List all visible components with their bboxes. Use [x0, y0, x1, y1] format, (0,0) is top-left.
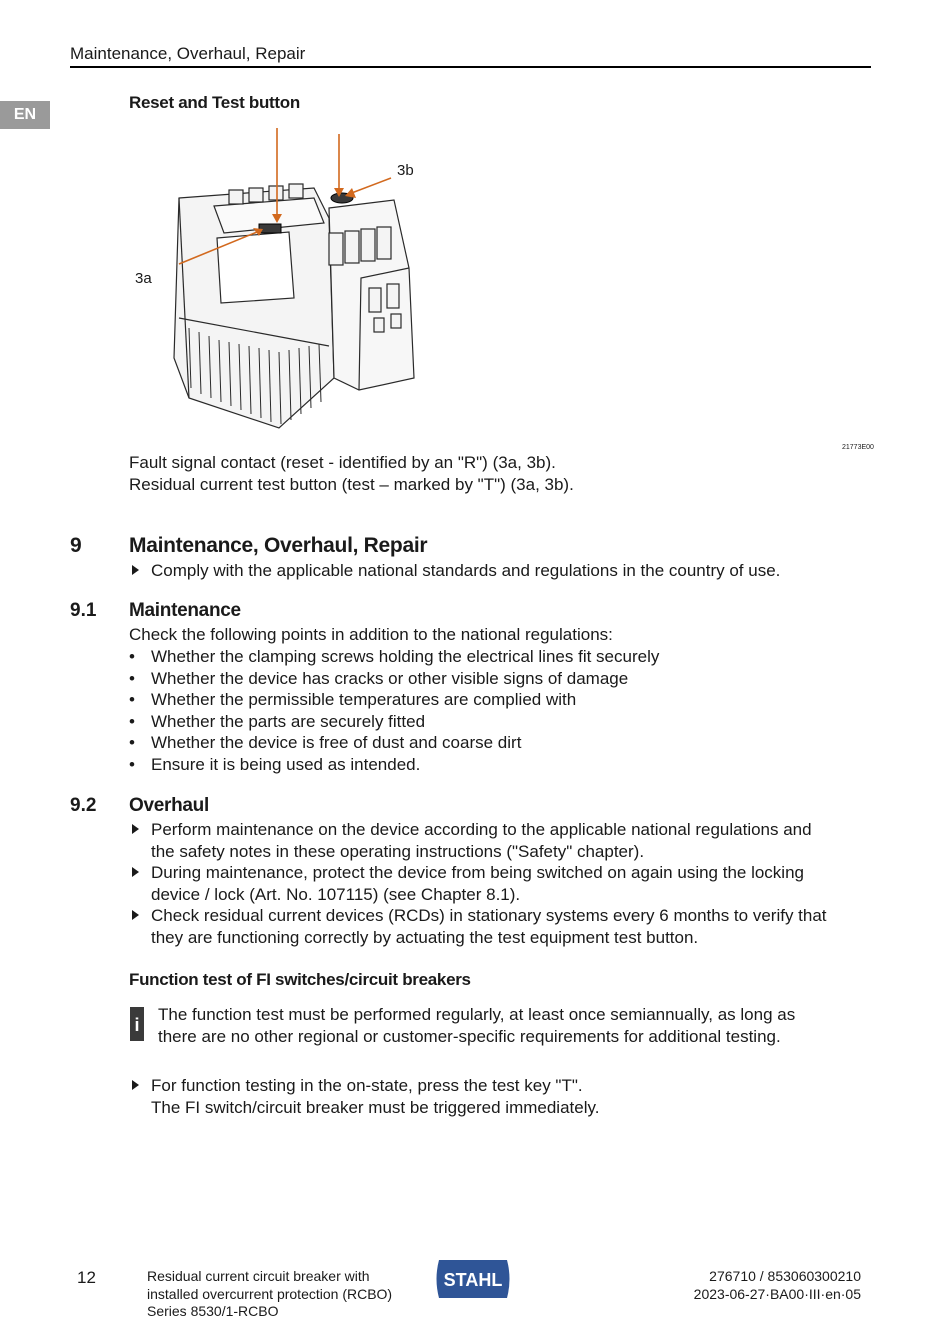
list-item: • Whether the clamping screws holding the electrical lines fit securely — [129, 647, 660, 666]
caption-line: Fault signal contact (reset - identified by an "R") (3a, 3b). — [129, 453, 556, 472]
section-title: Maintenance — [129, 600, 241, 621]
instruction-step: Perform maintenance on the device according to the applicable national regulations and the safety notes in these operating instructions ("Safety" chapter). — [151, 820, 812, 861]
section-number: 9.1 — [70, 600, 97, 621]
callout-3b: 3b — [397, 162, 414, 179]
document-reference: 276710 / 853060300210 2023-06-27·BA00·III·en·05 — [693, 1268, 861, 1302]
list-item: • Whether the device has cracks or other visible signs of damage — [129, 668, 629, 688]
page-number: 12 — [77, 1268, 96, 1287]
info-icon: i — [130, 1007, 144, 1041]
stahl-logo — [433, 1258, 513, 1300]
running-header: Maintenance, Overhaul, Repair — [70, 44, 306, 63]
instruction-step: For function testing in the on-state, press the test key "T". The FI switch/circuit breaker must be triggered immediately. — [151, 1076, 600, 1117]
instruction-step: Check residual current devices (RCDs) in stationary systems every 6 months to verify that they are functioning correctly by actuating the test equipment test button. — [151, 906, 827, 947]
list-item: • Whether the device is free of dust and coarse dirt — [129, 733, 522, 753]
section-title: Overhaul — [129, 795, 209, 816]
list-item: • Whether the parts are securely fitted — [129, 711, 426, 731]
caption-line: Residual current test button (test – marked by "T") (3a, 3b). — [129, 475, 574, 494]
figure-id: 21773E00 — [842, 444, 874, 451]
intro-text: Check the following points in addition to the national regulations: — [129, 625, 613, 644]
product-description: Residual current circuit breaker with installed overcurrent protection (RCBO) Series 8530/1-RCBO — [147, 1268, 393, 1319]
section-title: Maintenance, Overhaul, Repair — [129, 534, 428, 557]
section-number: 9 — [70, 534, 82, 557]
list-item: • Ensure it is being used as intended. — [129, 754, 421, 774]
instruction-step: Comply with the applicable national standards and regulations in the country of use. — [151, 561, 781, 580]
callout-3a: 3a — [135, 270, 152, 287]
section-number: 9.2 — [70, 795, 97, 816]
function-test-heading: Function test of FI switches/circuit breakers — [129, 970, 471, 989]
list-item: • Whether the permissible temperatures are complied with — [129, 690, 577, 710]
svg-text:STAHL: STAHL — [443, 1270, 503, 1290]
info-note: The function test must be performed regularly, at least once semiannually, as long as there are no other regional or customer-specific requirements for additional testing. — [158, 1005, 796, 1046]
instruction-step: During maintenance, protect the device from being switched on again using the locking device / lock (Art. No. 107115) (see Chapter 8.1). — [151, 863, 804, 904]
figure-heading: Reset and Test button — [129, 93, 300, 112]
maintenance-checklist — [129, 646, 659, 776]
header-rule — [70, 66, 871, 68]
language-tab: EN — [0, 101, 50, 129]
